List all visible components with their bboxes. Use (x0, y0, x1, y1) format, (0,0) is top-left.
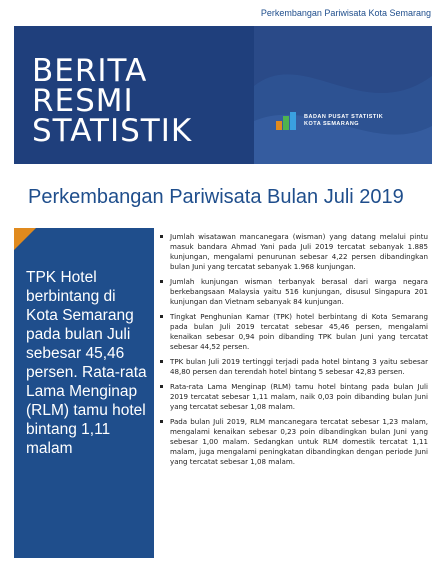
page-title: Perkembangan Pariwisata Bulan Juli 2019 (28, 186, 404, 208)
banner-title-line-3: STATISTIK (32, 113, 193, 149)
list-item (160, 417, 428, 467)
agency-name-line-1: BADAN PUSAT STATISTIK (304, 114, 384, 120)
list-item-text: Jumlah wisatawan mancanegara (wisman) yang datang melalui pintu masuk bandara Ahmad Yani pada Juli 2019 tercatat sebanyak 1.885 kunjungan, mengalami penurunan sebesar 4,22 persen dibandingkan bulan Juni yang tercatat sebanyak 1.968 kunjungan. (170, 232, 428, 271)
bps-logo (276, 112, 383, 130)
bullet-icon (160, 235, 163, 238)
list-item (160, 277, 428, 307)
list-item (160, 312, 428, 352)
highlight-sidebar (14, 228, 154, 558)
bullet-list (160, 232, 428, 472)
bps-logo-icon (276, 112, 298, 130)
banner-wave-decoration (254, 26, 432, 164)
list-item (160, 357, 428, 377)
bullet-icon (160, 315, 163, 318)
list-item-text: Jumlah kunjungan wisman terbanyak berasal dari warga negara berkebangsaan Malaysia yaitu 516 kunjungan, disusul Singapura 201 kunjungan dan Vietnam sebanyak 84 kunjungan. (170, 277, 428, 306)
list-item-text: TPK bulan Juli 2019 tertinggi terjadi pada hotel bintang 3 yaitu sebesar 48,80 persen dan terendah hotel bintang 5 sebesar 42,83 persen. (170, 357, 428, 376)
list-item (160, 232, 428, 272)
berita-resmi-statistik-banner (14, 26, 432, 164)
bullet-icon (160, 385, 163, 388)
bullet-icon (160, 280, 163, 283)
list-item-text: Rata-rata Lama Menginap (RLM) tamu hotel bintang pada bulan Juli 2019 tercatat sebesar 1,11 malam, naik 0,03 poin dibanding bulan Juni yang tercatat sebesar 1,08 malam. (170, 382, 428, 411)
running-header: Perkembangan Pariwisata Kota Semarang (260, 8, 431, 18)
agency-name-line-2: KOTA SEMARANG (304, 121, 360, 127)
bullet-icon (160, 360, 163, 363)
sidebar-highlight-text: TPK Hotel berbintang di Kota Semarang pada bulan Juli sebesar 45,46 persen. Rata-rata Lama Menginap (RLM) tamu hotel bintang 1,11 malam (26, 269, 147, 457)
list-item (160, 382, 428, 412)
banner-title-line-1: BERITA (32, 53, 148, 89)
list-item-text: Pada bulan Juli 2019, RLM mancanegara tercatat sebesar 1,23 malam, mengalami kenaikan sebesar 0,23 poin dibandingkan bulan Juni yang sebesar 1,00 malam. Sedangkan untuk RLM domestik tercatat 1,11 malam, juga mengalami peningkatan dibandingkan dengan periode Juni yang tercatat sebesar 1,08 malam. (170, 417, 428, 466)
list-item-text: Tingkat Penghunian Kamar (TPK) hotel berbintang di Kota Semarang pada bulan Juli 2019 tercatat sebesar 45,46 persen, mengalami kenaikan sebesar 0,94 poin dibanding TPK bulan Juni yang tercatat sebesar 44,52 persen. (170, 312, 428, 351)
banner-title-line-2: RESMI (32, 83, 134, 119)
sidebar-corner-accent (14, 228, 36, 250)
bullet-icon (160, 420, 163, 423)
